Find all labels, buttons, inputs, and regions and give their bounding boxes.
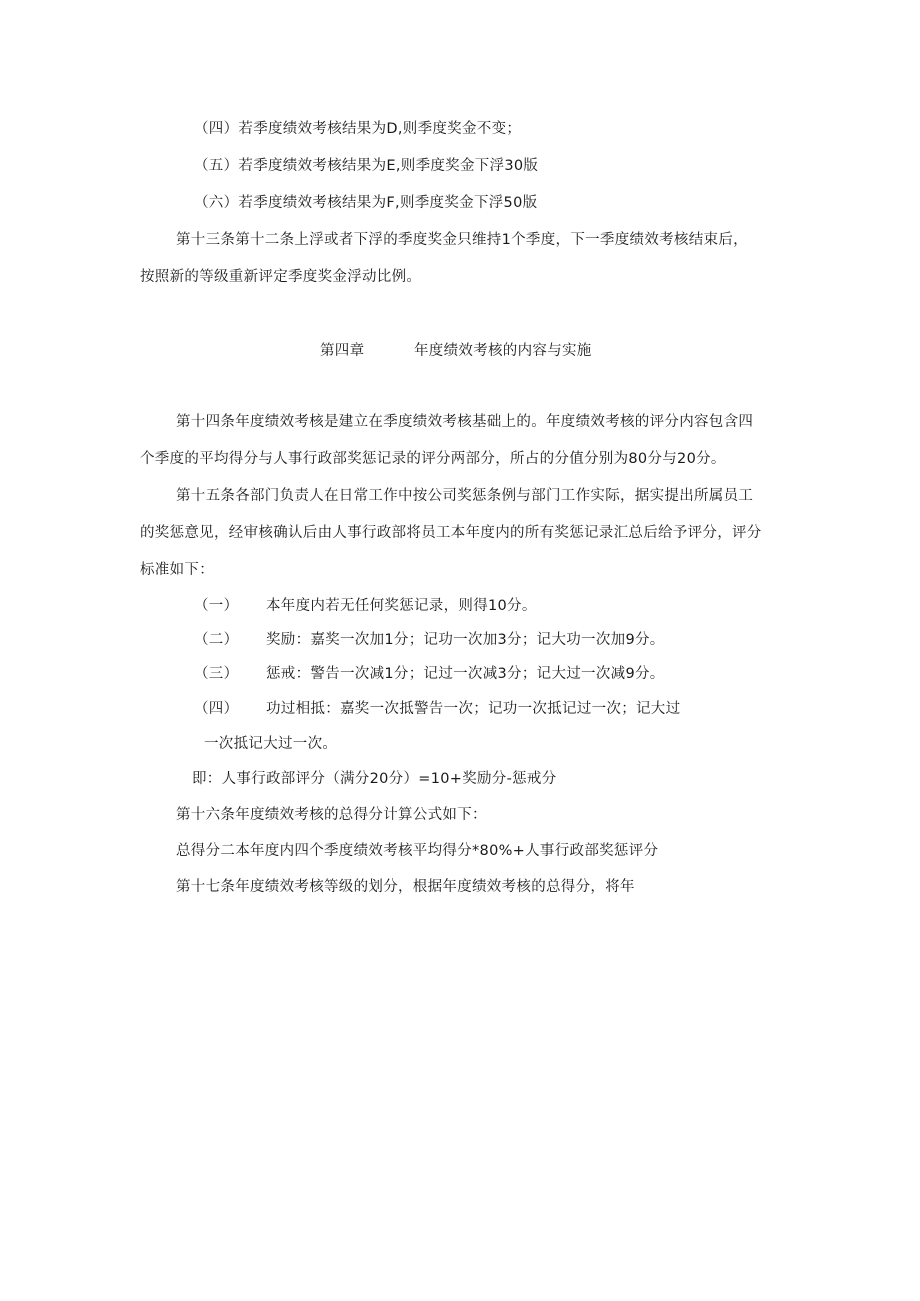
item-quarter-f: （六）若季度绩效考核结果为F,则季度奖金下浮50版	[194, 195, 538, 211]
scoring-item	[194, 699, 680, 719]
article-14-line-2: 个季度的平均得分与人事行政部奖惩记录的评分两部分，所占的分值分别为80分与20分。	[140, 451, 726, 467]
scoring-item	[194, 630, 665, 650]
item-quarter-d: （四）若季度绩效考核结果为D,则季度奖金不变；	[194, 121, 522, 137]
scoring-item-number: （二）	[194, 632, 239, 648]
scoring-item	[194, 664, 665, 684]
article-15-line-1: 第十五条各部门负责人在日常工作中按公司奖惩条例与部门工作实际，据实提出所属员工	[176, 488, 754, 504]
scoring-item-number: （三）	[194, 666, 239, 682]
scoring-item-text: 功过相抵：嘉奖一次抵警告一次；记功一次抵记过一次；记大过	[266, 701, 681, 717]
article-13-line-1: 第十三条第十二条上浮或者下浮的季度奖金只维持1个季度，下一季度绩效考核结束后，	[176, 232, 748, 248]
scoring-item	[194, 596, 537, 616]
article-17: 第十七条年度绩效考核等级的划分，根据年度绩效考核的总得分，将年	[176, 879, 635, 895]
scoring-item-text: 惩戒：警告一次减1分；记过一次减3分；记大过一次减9分。	[266, 666, 665, 682]
chapter-number: 第四章	[320, 343, 365, 359]
chapter-heading	[320, 341, 592, 361]
scoring-item-number: （四）	[194, 701, 239, 717]
article-14-line-1: 第十四条年度绩效考核是建立在季度绩效考核基础上的。年度绩效考核的评分内容包含四	[176, 414, 754, 430]
scoring-item-continuation: 一次抵记大过一次。	[204, 736, 338, 752]
chapter-title: 年度绩效考核的内容与实施	[414, 343, 592, 359]
article-16: 第十六条年度绩效考核的总得分计算公式如下：	[176, 807, 487, 823]
total-score-formula: 总得分二本年度内四个季度绩效考核平均得分*80%+人事行政部奖惩评分	[176, 843, 659, 859]
hr-score-formula: 即：人事行政部评分（满分20分）=10+奖励分-惩戒分	[192, 771, 557, 787]
article-15-line-2: 的奖惩意见，经审核确认后由人事行政部将员工本年度内的所有奖惩记录汇总后给予评分，评分	[140, 525, 762, 541]
article-13-line-2: 按照新的等级重新评定季度奖金浮动比例。	[140, 269, 422, 285]
article-15-line-3: 标准如下：	[140, 562, 214, 578]
scoring-item-text: 奖励：嘉奖一次加1分；记功一次加3分；记大功一次加9分。	[266, 632, 665, 648]
scoring-item-number: （一）	[194, 598, 239, 614]
scoring-item-text: 本年度内若无任何奖惩记录，则得10分。	[266, 598, 537, 614]
item-quarter-e: （五）若季度绩效考核结果为E,则季度奖金下浮30版	[194, 158, 539, 174]
